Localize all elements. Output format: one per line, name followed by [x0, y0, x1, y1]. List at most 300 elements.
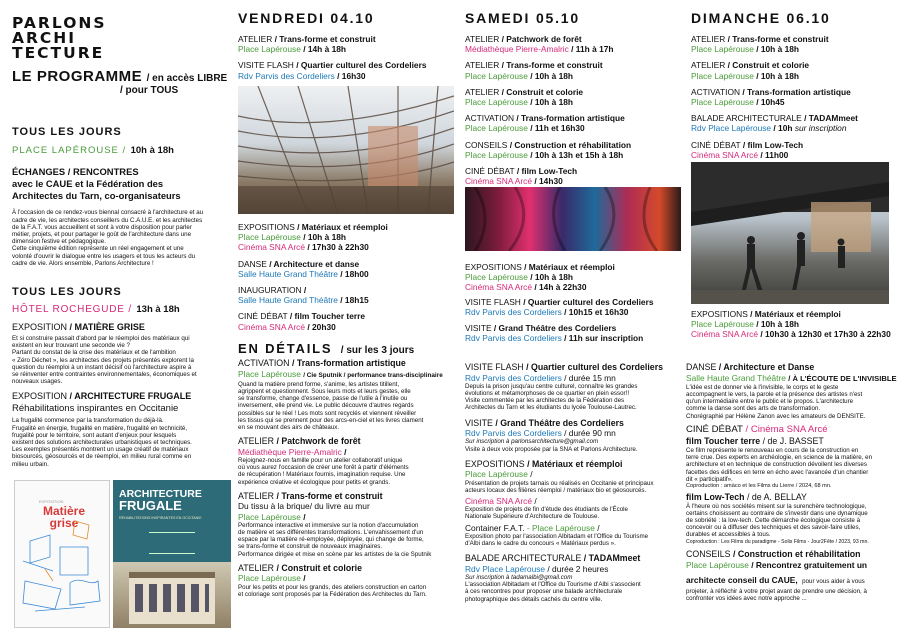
- text-line: cadre de vie, les architectes conseillers du C.A.U.E. et les architectes: [12, 216, 203, 224]
- text-line: Exposition de projets de fin d'étude des étudiants de l'École: [465, 506, 629, 514]
- item-place: Place Lapérouse: [465, 272, 528, 283]
- programme-sub1: / en accès LIBRE: [146, 73, 228, 84]
- item-place: Rdv Parvis des Cordeliers: [238, 70, 335, 81]
- item-place: Place Lapérouse: [238, 232, 301, 243]
- item-kind: CINÉ DÉBAT: [691, 139, 741, 150]
- item-kind: ATELIER: [238, 562, 275, 573]
- item-title: / Trans-formation artistique: [291, 358, 406, 368]
- expo1-title: [12, 322, 232, 332]
- text-line: projeter, à réfléchir à votre projet avant de prendre une décision, à: [686, 588, 867, 596]
- item-kind: ATELIER: [465, 60, 500, 71]
- text-line: À l'heure où nos sociétés misent sur la surenchère technologique,: [686, 502, 867, 510]
- text-line: L'association Albitadam et l'Office du Tourisme d'Albi s'associent: [465, 581, 641, 589]
- item-place: Place Lapérouse: [691, 319, 754, 330]
- logo-line: PARLONS: [12, 14, 107, 32]
- item-title: / Trans-forme et construit: [276, 490, 383, 501]
- film-credit: Coproduction : amàco et les Films du Lierre / 2024, 68 mn.: [686, 483, 832, 490]
- item-time: / 16h30: [337, 70, 366, 81]
- item-place: Rdv Parvis des Cordeliers: [465, 428, 562, 439]
- item-time: / 10h30 à 12h30 et 17h30 à 22h30: [760, 329, 891, 340]
- hotel-row: [12, 299, 232, 317]
- sat-item: [465, 34, 681, 54]
- text-line: existent des solutions architecturales urbanistiques et techniques.: [12, 439, 192, 447]
- lap-place: PLACE LAPÉROUSE /: [12, 145, 127, 156]
- item-kind: CONSEILS: [465, 139, 508, 150]
- text-line: Ce film représente le renouveau en cours de la construction en: [686, 447, 859, 454]
- visite-body: [465, 438, 681, 452]
- item-kind: ATELIER: [691, 60, 726, 71]
- item-sep: /: [597, 522, 600, 533]
- item-title: / Architecture et danse: [269, 258, 360, 269]
- patchwork-body: [238, 457, 458, 486]
- item-kind: ATELIER: [238, 34, 273, 44]
- item-place: Cinéma SNA Arcé: [691, 329, 759, 340]
- text-line: à ces rencontres pour proposer une balade architecturale: [465, 588, 623, 596]
- item-place: Place Lapérouse: [238, 44, 301, 55]
- item-kind: ATELIER: [238, 490, 275, 501]
- text-line: L'idée est de donner vie à l'invisible, le corps et le geste: [686, 383, 839, 391]
- programme-title: LE PROGRAMME: [12, 68, 143, 85]
- item-place: Place Lapérouse: [465, 97, 528, 108]
- item-title: / Construit et colorie: [727, 60, 810, 71]
- item-time: / 10h: [773, 123, 793, 134]
- details-subtitle: / sur les 3 jours: [340, 345, 415, 356]
- item-title: / Construit et colorie: [501, 86, 584, 97]
- friday-title: VENDREDI 04.10: [238, 10, 375, 26]
- item-kind: VISITE FLASH: [465, 362, 524, 372]
- item-time: / 10h à 18h: [756, 44, 800, 55]
- item-place: Rdv Parvis des Cordeliers: [465, 333, 562, 344]
- programme-sub2: / pour TOUS: [120, 85, 179, 96]
- expo2-body: [465, 506, 681, 520]
- text-line: frugalité pour le territoire, sont autant d'enjeux pour lesquels: [12, 431, 177, 439]
- item-kind: EXPOSITIONS: [238, 222, 295, 232]
- sunday-title: DIMANCHE 06.10: [691, 10, 831, 26]
- construit-body: [238, 584, 458, 598]
- text-line: évolutions et métamorphoses de ce quartier en plein essor!!: [465, 390, 630, 397]
- text-line: inversement, elle prend vie. Le public découvre d'autres regards: [238, 402, 414, 410]
- item-time: / 17h30 à 22h30: [307, 242, 369, 253]
- text-line: espace par la matière ré-employée, déployée, qui change de forme,: [238, 536, 424, 544]
- text-line: Présentation de projets tarnais ou réalisés en Occitanie et principaux: [465, 479, 654, 487]
- activation-body: [238, 381, 458, 431]
- item-title: / Patchwork de forêt: [276, 436, 361, 447]
- text-line: Les exemples présentés montrent un usage créatif de matériaux: [12, 446, 189, 454]
- item-title: / Matériaux et réemploi: [524, 262, 615, 272]
- echanges-title: [12, 166, 232, 201]
- item-time: / 14h30: [534, 176, 563, 187]
- echanges-line: avec le CAUE et la Fédération des: [12, 177, 164, 189]
- fri-danse: [238, 259, 454, 279]
- text-line: certains choisissent au contraire de s'investir dans une dynamique: [686, 509, 868, 517]
- item-place: Rdv Place Lapérouse: [691, 123, 772, 134]
- poster-title: [119, 488, 202, 512]
- poster-date-block: [149, 532, 195, 554]
- tous-les-jours-title: TOUS LES JOURS: [12, 126, 122, 138]
- text-line: Exposition photo par l'association Albitadam et l'Office du Tourisme: [465, 532, 649, 540]
- sunday-column: [691, 10, 897, 160]
- sun-item: [691, 140, 897, 160]
- item-kind: CINÉ DÉBAT: [465, 166, 515, 177]
- item-kind: VISITE: [465, 417, 493, 428]
- saturday-column-2: [465, 262, 681, 343]
- item-kind: CONSEILS: [686, 549, 731, 560]
- item-kind: VISITE FLASH: [465, 296, 521, 307]
- poster-matiere-grise: [14, 480, 110, 628]
- item-subtitle: Du tissu à la brique/ du livre au mur: [238, 501, 370, 512]
- text-line: dit « participatif».: [686, 475, 733, 483]
- expo2-label: EXPOSITION: [12, 391, 68, 402]
- item-kind: CINÉ DÉBAT: [686, 423, 743, 435]
- logo-line: ARCHI: [12, 29, 77, 47]
- item-title: / Patchwork de forêt: [501, 34, 582, 44]
- expo1-body: [12, 335, 232, 385]
- item-time: / 10h à 13h et 15h à 18h: [530, 149, 624, 160]
- left-column: [12, 126, 232, 267]
- item-place: Salle Haute Grand Théâtre: [238, 268, 338, 279]
- text-line: Partant du constat de la crise des matériaux et de l'ambition: [12, 349, 176, 357]
- details-col-1: [238, 358, 458, 598]
- left-column-2: [12, 286, 232, 468]
- item-place: Cinéma SNA Arcé: [465, 176, 533, 187]
- lap-row: [12, 140, 232, 158]
- item-title: / Construction et réhabilitation: [732, 549, 861, 560]
- text-line: se trans-forme et construit de nouveaux imaginaires.: [238, 543, 383, 551]
- item-kind: ACTIVATION: [238, 358, 290, 368]
- text-line: de matière et ses différentes transformations. L'envahissement d'un: [238, 529, 424, 537]
- item-kind: ATELIER: [465, 34, 500, 44]
- item-place: Place Lapérouse: [691, 97, 754, 108]
- sat-item: [465, 113, 681, 133]
- sun-item: [691, 87, 897, 107]
- text-line: et coloriage sont proposés par la Fédération des Architectes du Tarn.: [238, 590, 427, 598]
- item-kind: Container F.A.T.: [465, 522, 525, 533]
- sun-item: [691, 113, 897, 133]
- saturday-column: [465, 10, 681, 186]
- text-line: métier, projets, et pour partager le goût de l'architecture dans une: [12, 231, 192, 238]
- sat-item: [465, 60, 681, 80]
- item-title: / Construit et colorie: [276, 562, 363, 573]
- text-line: concevoir ou à diffuser des techniques et des savoir-faire utiles,: [686, 524, 861, 532]
- text-line: architecte conseil du CAUE,: [686, 575, 798, 586]
- item-title: / Trans-formation artistique: [742, 86, 851, 97]
- item-place: Place Lapérouse: [238, 511, 301, 522]
- expo2-body: [12, 417, 232, 467]
- item-kind: BALADE ARCHITECTURALE: [691, 113, 802, 124]
- sun-expositions: [691, 309, 897, 340]
- item-title: / Grand Théâtre des Cordeliers: [493, 323, 617, 334]
- balade-body: [465, 574, 681, 603]
- text-line: architecture et en technique de construction dévoilent les diverses: [686, 461, 867, 469]
- visite-flash-body: [465, 383, 681, 412]
- item-place: Place Lapérouse: [238, 573, 301, 584]
- item-title: / Matériaux et réemploi: [297, 222, 388, 232]
- sat-item: [465, 87, 681, 107]
- item-title: / Quartier culturel des Cordeliers: [526, 362, 664, 372]
- item-kind: INAUGURATION: [238, 285, 302, 296]
- text-line: accompagnent le vers, la parole et la présence des artistes n'est: [686, 391, 863, 398]
- item-place: Cinéma SNA Arcé: [238, 242, 306, 253]
- item-time: / 14h à 18h: [303, 44, 347, 55]
- poster-windows: [135, 584, 209, 612]
- text-line: Visite à deux voix proposée par la SNA et Parlons Architecture.: [465, 445, 638, 453]
- text-line: La frugalité commence par la transformation du déjà-là.: [12, 417, 164, 425]
- danse-body: [686, 384, 900, 420]
- text-line: de sobriété : la low-tech. Cette démarche écologique consiste à: [686, 517, 861, 525]
- echanges-line: ÉCHANGES / RENCONTRES: [12, 166, 139, 177]
- text-line: biosourcés, géosourcés et de réemploi, en milieu rural comme en: [12, 453, 192, 461]
- photo-metal-structure: [238, 86, 454, 214]
- item-title: / Quartier culturel des Cordeliers: [523, 296, 654, 307]
- expo2-title: [12, 391, 232, 401]
- logo: [12, 16, 107, 61]
- item-kind: EXPOSITIONS: [691, 309, 748, 319]
- item-time: / 10h à 18h: [530, 272, 574, 283]
- text-line: se transforme, change d'essence, passe de l'utile à l'inutile ou: [238, 395, 408, 403]
- item-sep: /: [303, 573, 306, 584]
- text-line: Chorégraphié par Hélène Zanon avec les amateurs de DENSITE.: [686, 412, 866, 420]
- item-detail: / Cie Sputnik / performance trans-disciplinaire: [303, 371, 443, 379]
- item-time: / 10h à 18h: [303, 232, 347, 243]
- item-kind: DANSE: [238, 258, 267, 269]
- friday-column: [238, 10, 454, 81]
- item-time: / 11h sur inscription: [564, 333, 644, 344]
- film2-body: [686, 503, 900, 539]
- text-line: Performance interactive et immersive sur la notion d'accumulation: [238, 521, 419, 529]
- item-place: Place Lapérouse: [691, 70, 754, 81]
- poster-drawing: [15, 481, 110, 628]
- conseils-body: [686, 570, 900, 602]
- hotel-time: 13h à 18h: [136, 304, 180, 315]
- item-sep: /: [303, 511, 306, 522]
- sat-visite-flash: [465, 297, 681, 317]
- item-kind: ATELIER: [238, 436, 275, 447]
- text-line: Pour les petits et pour les grands, des ateliers construction en carton: [238, 583, 427, 591]
- item-place: Cinéma SNA Arcé: [238, 321, 306, 332]
- text-line: de la F.A.T. vous accueillent et sont à votre disposition pour parler: [12, 223, 192, 231]
- text-line: existent en leur trouvant une seconde vie ?: [12, 342, 130, 350]
- poster-subtitle: RÉHABILITATIONS INSPIRANTES EN OCCITANIE: [119, 516, 202, 520]
- item-title: / Grand Théâtre des Cordeliers: [495, 417, 624, 428]
- film-title: film Toucher terre: [686, 436, 761, 447]
- item-place: Cinéma SNA Arcé: [465, 496, 533, 507]
- item-detail: / À L'ÉCOUTE DE L'INVISIBLE: [788, 373, 897, 383]
- text-line: Quand la matière prend forme, s'anime, les artistes titillent,: [238, 380, 400, 388]
- item-place: / Cinéma SNA Arcé: [745, 423, 828, 435]
- item-title: / film Toucher terre: [289, 311, 366, 322]
- expo-body: [465, 480, 681, 494]
- transforme-body: [238, 522, 458, 558]
- item-time: / 10h à 18h: [530, 97, 574, 108]
- item-time: / 10h à 18h: [530, 70, 574, 81]
- text-line: qu'un intermédiaire entre le public et le propos. L'architecture: [686, 398, 854, 406]
- text-line: Rejoignez-nous en famille pour un atelier collaboratif unique: [238, 457, 403, 465]
- item-sep: /: [534, 496, 537, 507]
- item-title: / Trans-formation artistique: [516, 113, 625, 124]
- item-time: / 11h à 17h: [571, 44, 614, 55]
- poster-title-line: ARCHITECTURE: [119, 488, 202, 500]
- hotel-place: HÔTEL ROCHEGUDE /: [12, 304, 132, 315]
- text-line: Sur inscription à parlonsarchitecture@gmail.com: [465, 438, 599, 446]
- item-title: / Trans-forme et construit: [501, 60, 603, 71]
- item-place: Cinéma SNA Arcé: [691, 149, 759, 160]
- photo-colored-fabric: [465, 187, 681, 251]
- photo-dancers: [691, 162, 889, 304]
- item-time: / 11h00: [760, 149, 789, 160]
- sat-item: [465, 140, 681, 160]
- fri-cine: [238, 311, 454, 331]
- item-title: / TADAMmeet: [583, 553, 641, 564]
- text-line: dimension festive et pédagogique.: [12, 238, 106, 246]
- fri-visite: [238, 60, 454, 80]
- text-line: Architectes du Tarn et les étudiants du lycée Toulouse-Lautrec.: [465, 404, 637, 412]
- sun-item: [691, 34, 897, 54]
- item-place: Salle Haute Grand Théâtre: [686, 372, 786, 383]
- expo1-label: EXPOSITION: [12, 322, 68, 332]
- text-line: possibles sur le réel ! Les mots sont recyclés et viennent réveiller: [238, 409, 417, 417]
- details-col-2: [465, 362, 681, 603]
- text-line: cadre de vie. Alors ensemble, Parlons Architecture !: [12, 259, 154, 267]
- poster-title-line: FRUGALE: [119, 498, 182, 513]
- item-time: / durée 2 heures: [547, 563, 609, 574]
- logo-line: TECTURE: [12, 44, 105, 62]
- text-line: pour vous aider à vous: [802, 578, 865, 586]
- item-place: Place Lapérouse: [691, 44, 754, 55]
- item-kind: BALADE ARCHITECTURALE: [465, 553, 582, 564]
- film-credit: Coproduction : Les Films du paradigme - Solis Films - Jour2Fête / 2023, 93 mn.: [686, 538, 869, 545]
- film-director: / de A. BELLAY: [746, 492, 807, 503]
- programme-heading: [12, 68, 232, 96]
- sunday-column-2: [691, 309, 897, 340]
- text-line: Visite commentée par les architectes de la Fédération des: [465, 397, 625, 405]
- echanges-body: [12, 209, 232, 267]
- poster-title: Matière grise: [42, 504, 86, 530]
- item-place: Médiathèque Pierre-Amalric: [465, 44, 569, 55]
- film-title: film Low-Tech: [686, 492, 745, 503]
- item-time: / 18h15: [340, 295, 369, 306]
- item-time: / 10h à 18h: [756, 319, 800, 330]
- poster-subtitle: EXPOSITION: [39, 499, 64, 504]
- text-line: durables et accessibles à tous.: [686, 531, 771, 539]
- fri-atelier: [238, 34, 454, 54]
- details-title: EN DÉTAILS: [238, 341, 333, 356]
- text-line: comme la danse sont des arts de transformation.: [686, 405, 821, 413]
- sat-item: [465, 166, 681, 186]
- item-title: / Quartier culturel des Cordeliers: [296, 60, 427, 71]
- text-line: volonté d'ouvrir le dialogue entre les usagers et tous les acteurs du: [12, 252, 196, 260]
- item-place: Salle Haute Grand Théâtre: [238, 295, 338, 306]
- item-sep: /: [530, 469, 533, 480]
- item-kind: ACTIVATION: [691, 86, 741, 97]
- item-place: Médiathèque Pierre-Amalric: [238, 446, 342, 457]
- text-line: question du réemploi à un instant décisif où l'architecture aspire à: [12, 363, 192, 371]
- text-line: terre crue. Des experts en archéologie, en science de la matière, en: [686, 454, 873, 462]
- text-line: milieu urbain.: [12, 460, 49, 468]
- text-line: d'Albi dans le cadre du concours « Matériaux perdus ».: [465, 540, 616, 548]
- echanges-line: Architectes du Tarn, co-organisateurs: [12, 189, 181, 201]
- item-place: Place Lapérouse: [686, 559, 749, 570]
- text-line: confronter vos idées avec notre approche ...: [686, 595, 807, 603]
- item-kind: VISITE: [465, 323, 492, 334]
- item-title: / Matériaux et réemploi: [527, 458, 623, 469]
- item-kind: VISITE FLASH: [238, 60, 294, 71]
- film1-body: [686, 447, 900, 483]
- item-place: Cinéma SNA Arcé: [465, 282, 533, 293]
- tous-les-jours-title-2: TOUS LES JOURS: [12, 286, 122, 298]
- text-line: facettes des édifices en terre en écho avec l'avancée d'un chantier: [686, 468, 869, 476]
- item-title: / Construction et réhabilitation: [509, 139, 632, 150]
- item-note: sur inscription: [794, 123, 847, 134]
- item-time: / 10h à 18h: [756, 70, 800, 81]
- item-place: Rdv Parvis des Cordeliers: [465, 306, 562, 317]
- details-heading: [238, 340, 414, 358]
- item-kind: DANSE: [686, 362, 717, 372]
- sun-item: [691, 60, 897, 80]
- film-director: / de J. BASSET: [762, 436, 824, 447]
- text-line: nouveaux usages.: [12, 378, 63, 386]
- item-title: / TADAMmeet: [804, 113, 858, 124]
- item-title: / Architecture et Danse: [718, 362, 815, 372]
- item-time: / 20h30: [307, 321, 336, 332]
- text-line: acteurs locaux des filières réemploi / matériaux bio et géosourcés.: [465, 486, 647, 494]
- item-place: Rdv Parvis des Cordeliers: [465, 372, 562, 383]
- item-kind: EXPOSITIONS: [465, 262, 522, 272]
- fri-inauguration: [238, 285, 454, 305]
- text-line: photographique des détails cachés du centre ville.: [465, 595, 603, 603]
- item-kind: ATELIER: [465, 86, 500, 97]
- text-line: se réinventer entre contraintes environnementales, économiques et: [12, 371, 197, 379]
- item-place: Place Lapérouse: [465, 70, 528, 81]
- item-time: / 10h45: [756, 97, 785, 108]
- item-place: Place Lapérouse: [238, 368, 301, 379]
- text-line: les tissus qui se prennent pour des arcs-en-ciel et les livres clament: [238, 416, 424, 424]
- expo1-name: / MATIÈRE GRISE: [69, 322, 145, 332]
- text-line: Cette cinquième édition représente un réel engagement et une: [12, 245, 184, 253]
- details-col-3: [686, 362, 900, 602]
- saturday-title: SAMEDI 05.10: [465, 10, 580, 26]
- item-title: / Trans-forme et construit: [274, 34, 376, 44]
- poster-architecture-frugale: [113, 480, 231, 628]
- item-time: / 11h et 16h30: [530, 123, 585, 134]
- text-line: Frugalité en énergie, frugalité en matière, frugalité en technicité,: [12, 424, 188, 432]
- item-time: / 14h à 22h30: [534, 282, 587, 293]
- item-place: Rdv Place Lapérouse: [465, 563, 546, 574]
- item-time: / 18h00: [340, 268, 369, 279]
- expo2-sub: Réhabilitations inspirantes en Occitanie: [12, 403, 179, 415]
- expo2-name: / ARCHITECTURE FRUGALE: [69, 391, 192, 402]
- photo-dancers-scene: [691, 162, 889, 304]
- item-time: / durée 90 mn: [564, 428, 616, 439]
- item-place: - Place Lapérouse: [526, 522, 595, 533]
- container-body: [465, 533, 681, 547]
- item-detail: / Rencontrez gratuitement un: [751, 559, 868, 570]
- text-line: Nationale Supérieure d'Architecture de Toulouse.: [465, 513, 600, 521]
- text-line: où vous aurez l'occasion de créer une forêt à partir d'éléments: [238, 464, 409, 472]
- item-time: / durée 15 mn: [564, 372, 616, 383]
- photo-structure-lines: [238, 86, 454, 214]
- item-kind: ACTIVATION: [465, 113, 515, 124]
- text-line: expérience créative et écologique pour petits et grands.: [238, 478, 391, 486]
- text-line: Performance dirigée et mise en scène par les artistes de la cie Sputnik: [238, 550, 432, 558]
- sat-expositions: [465, 262, 681, 293]
- item-place: Place Lapérouse: [465, 149, 528, 160]
- item-title: / Trans-forme et construit: [727, 34, 829, 44]
- text-line: À l'occasion de ce rendez-vous biennal consacré à l'architecture et au: [12, 209, 204, 217]
- photo-fabric-folds: [465, 187, 681, 251]
- sat-visite: [465, 323, 681, 343]
- fri-expositions: [238, 222, 454, 253]
- lap-time: 10h à 18h: [130, 145, 174, 156]
